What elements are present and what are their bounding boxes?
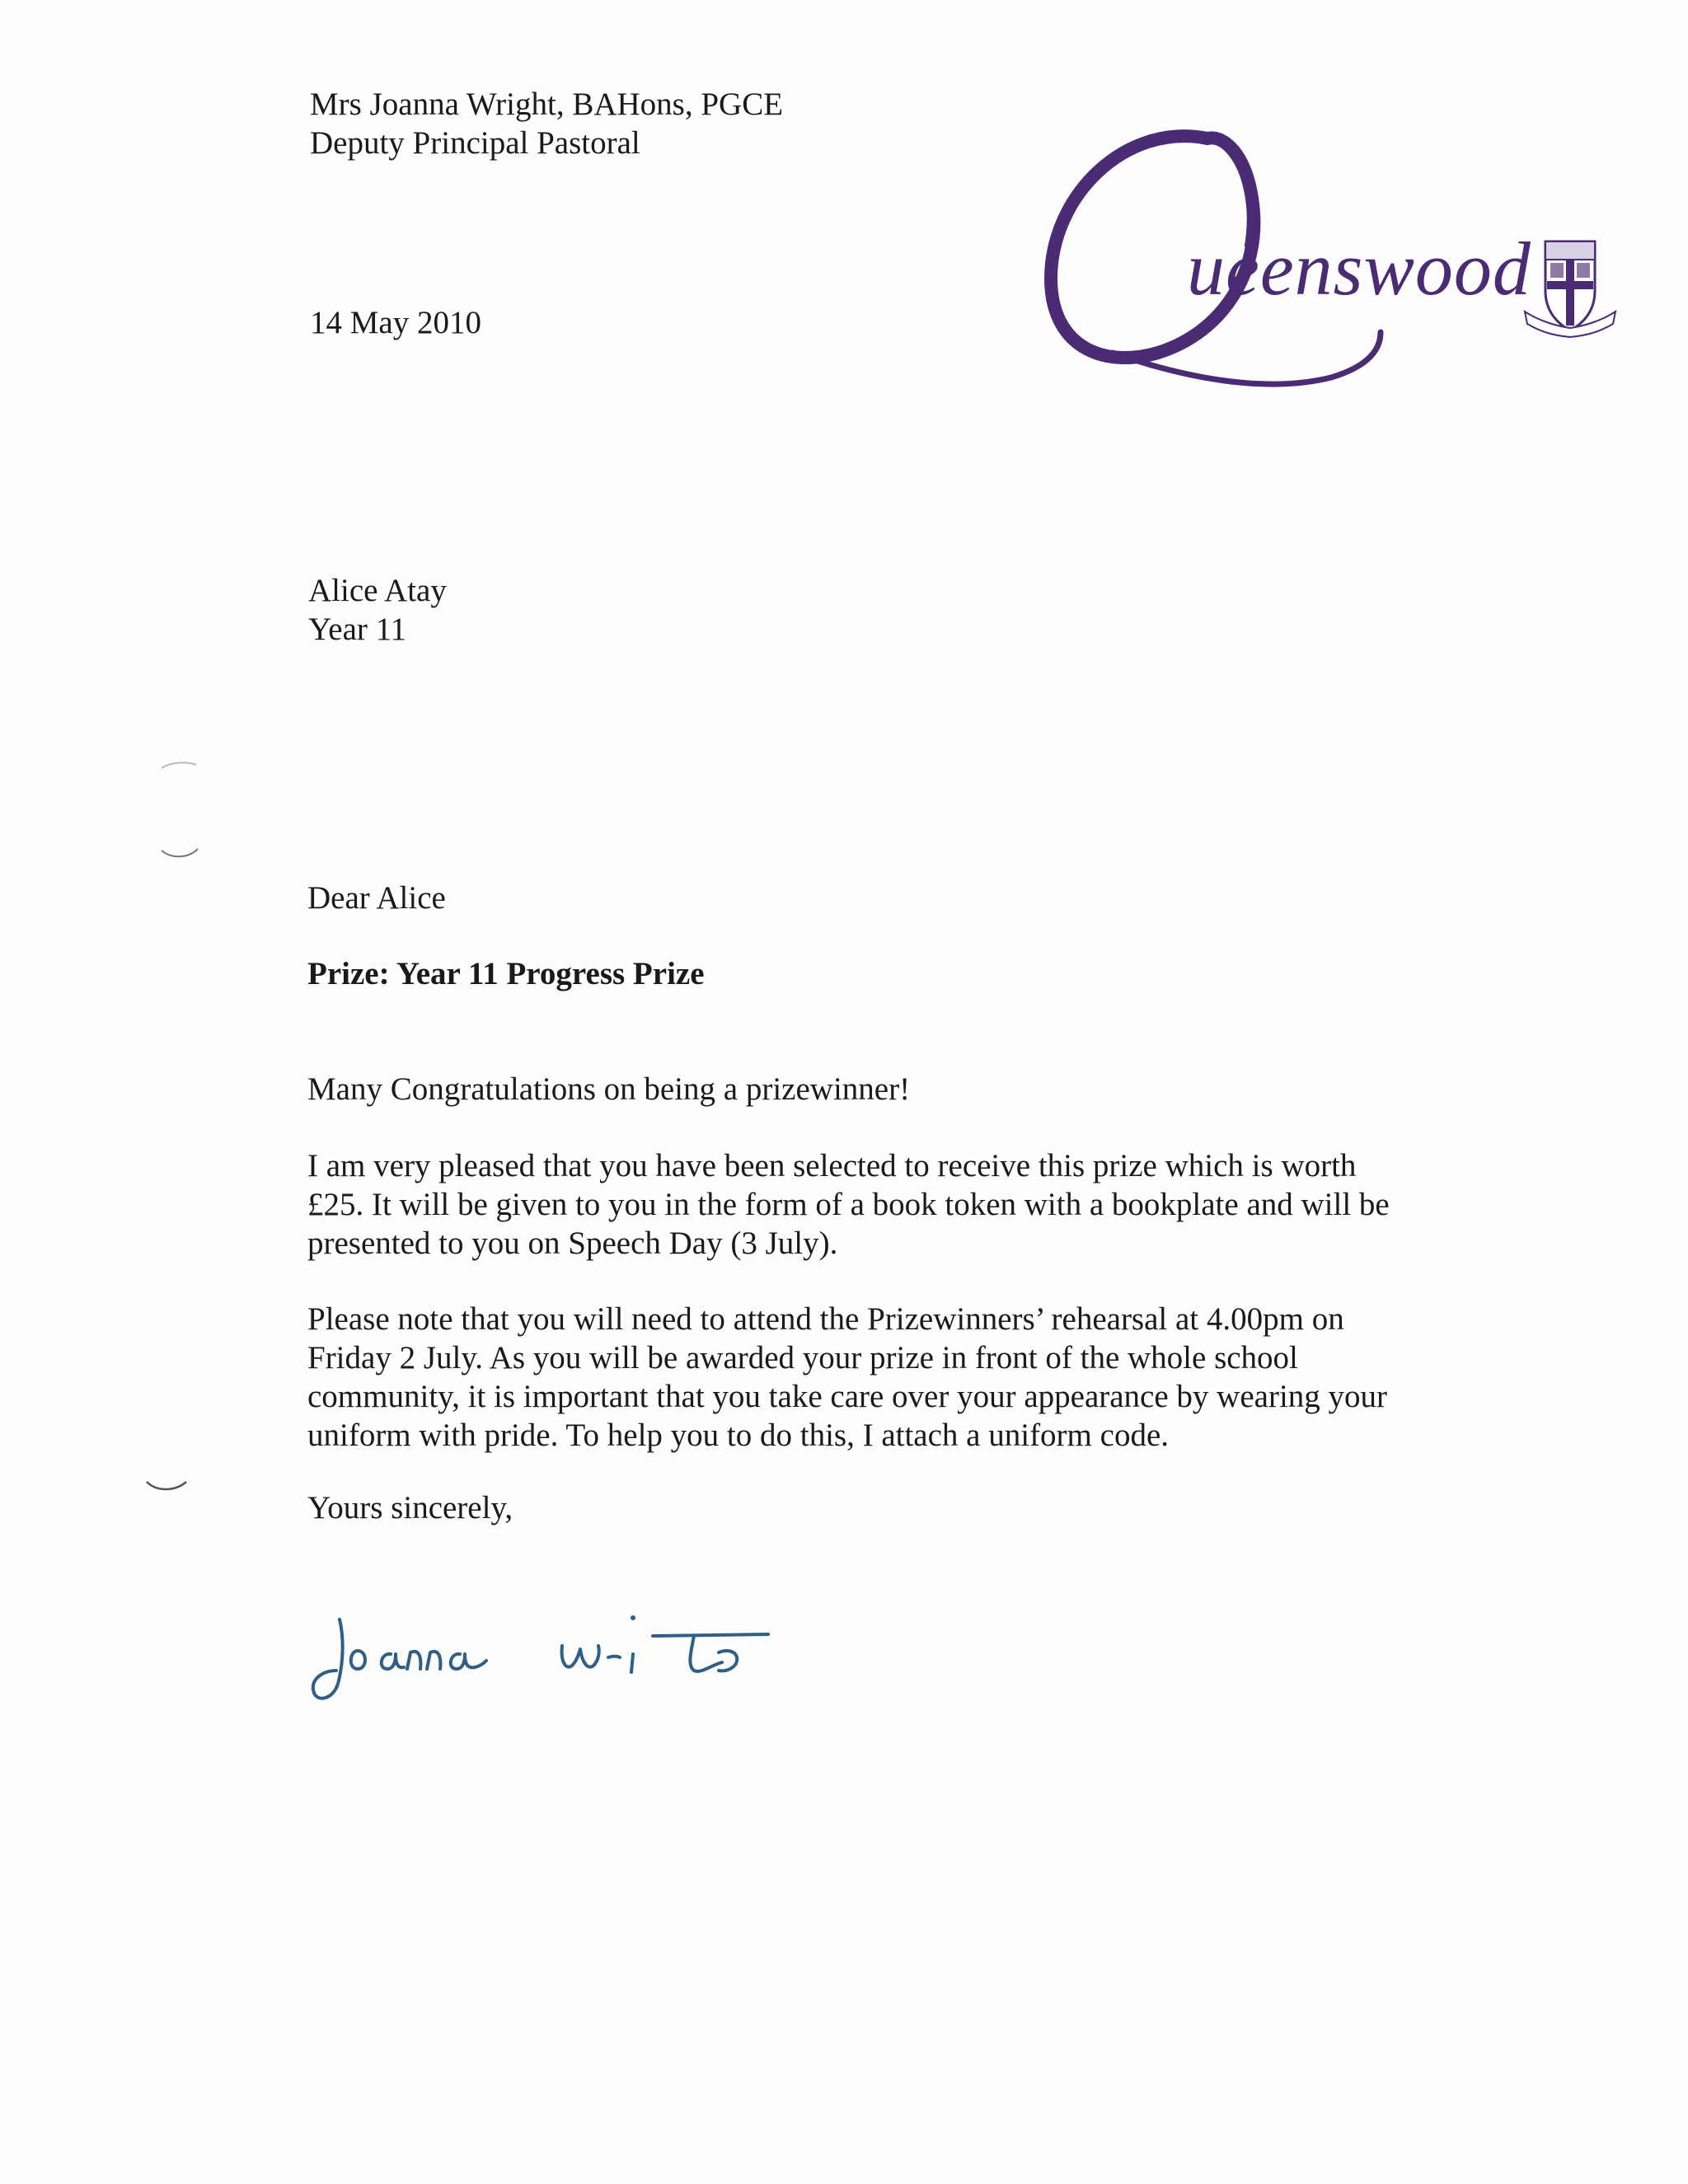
paragraph-line: Many Congratulations on being a prizewinner! bbox=[307, 1071, 911, 1107]
salutation: Dear Alice bbox=[307, 880, 446, 916]
paragraph-line: community, it is important that you take care over your appearance by wearing your bbox=[307, 1379, 1388, 1414]
paragraph-line: Friday 2 July. As you will be awarded your prize in front of the whole school bbox=[307, 1340, 1298, 1376]
prize-subject: Prize: Year 11 Progress Prize bbox=[307, 956, 705, 991]
handwritten-signature bbox=[307, 1603, 818, 1710]
paragraph-line: presented to you on Speech Day (3 July). bbox=[307, 1226, 838, 1261]
letter-date: 14 May 2010 bbox=[310, 305, 481, 340]
paragraph-line: uniform with pride. To help you to do this, I attach a uniform code. bbox=[307, 1418, 1170, 1453]
school-logo bbox=[1034, 105, 1628, 394]
body-paragraph-3 bbox=[307, 1300, 1478, 1455]
body-paragraph-1 bbox=[307, 1070, 1478, 1108]
school-crest-icon bbox=[1521, 233, 1620, 340]
recipient-year: Year 11 bbox=[308, 612, 407, 647]
logo-text-display: ueenswood bbox=[1187, 227, 1531, 311]
closing: Yours sincerely, bbox=[307, 1490, 513, 1526]
hole-punch-mark bbox=[142, 1465, 199, 1507]
paragraph-line: Please note that you will need to attend the Prizewinners’ rehearsal at 4.00pm on bbox=[307, 1301, 1344, 1337]
recipient-name: Alice Atay bbox=[308, 573, 447, 608]
sender-block bbox=[310, 85, 783, 162]
recipient-block bbox=[308, 571, 447, 649]
logo-wordmark bbox=[1187, 225, 1531, 312]
hole-punch-mark bbox=[155, 832, 213, 874]
body-paragraph-2 bbox=[307, 1146, 1478, 1263]
sender-name: Mrs Joanna Wright, BAHons, PGCE bbox=[310, 87, 784, 122]
hole-punch-mark bbox=[155, 758, 213, 799]
sender-title: Deputy Principal Pastoral bbox=[310, 125, 640, 161]
paragraph-line: £25. It will be given to you in the form of a book token with a bookplate and will be bbox=[307, 1187, 1390, 1222]
paragraph-line: I am very pleased that you have been selected to receive this prize which is worth bbox=[307, 1148, 1357, 1183]
